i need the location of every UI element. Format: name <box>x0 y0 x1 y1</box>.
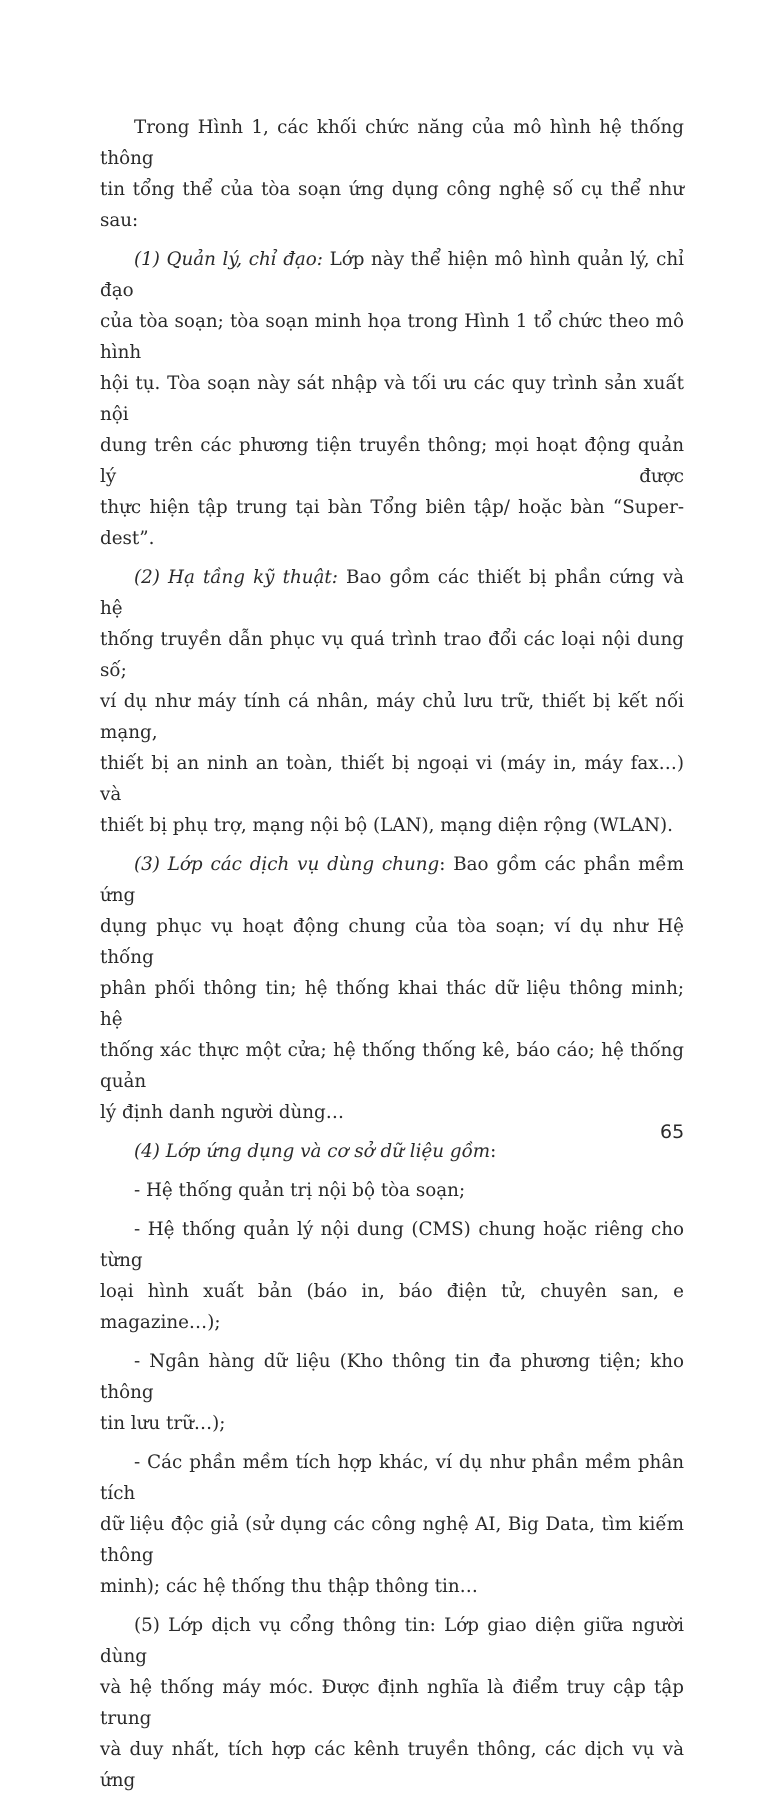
text-line: hội tụ. Tòa soạn này sát nhập và tối ưu các quy trình sản xuất nội <box>100 373 684 425</box>
paragraph-shared-services <box>100 849 684 1128</box>
section-label-shared-services: (3) Lớp các dịch vụ dùng chung <box>134 854 440 875</box>
list-item <box>100 1447 684 1602</box>
text-line: tin tổng thể của tòa soạn ứng dụng công nghệ số cụ thể như sau: <box>100 179 684 231</box>
text-line: (3) Lớp các dịch vụ dùng chung: Bao gồm các phần mềm ứng <box>100 854 684 906</box>
text-line: (5) Lớp dịch vụ cổng thông tin: Lớp giao diện giữa người dùng <box>100 1615 684 1667</box>
page-body <box>100 112 684 1804</box>
text-line: và duy nhất, tích hợp các kênh truyền thông, các dịch vụ và ứng <box>100 1739 684 1791</box>
text-line: (2) Hạ tầng kỹ thuật: Bao gồm các thiết bị phần cứng và hệ <box>100 567 684 619</box>
text-line: Trong Hình 1, các khối chức năng của mô hình hệ thống thông <box>100 117 684 169</box>
text-line: minh); các hệ thống thu thập thông tin… <box>100 1576 478 1597</box>
text-line: và hệ thống máy móc. Được định nghĩa là điểm truy cập tập trung <box>100 1677 684 1729</box>
text-line: - Hệ thống quản lý nội dung (CMS) chung hoặc riêng cho từng <box>100 1219 684 1271</box>
paragraph-infrastructure <box>100 562 684 841</box>
text-line: phân phối thông tin; hệ thống khai thác dữ liệu thông minh; hệ <box>100 978 684 1030</box>
paragraph-portal-services <box>100 1610 684 1796</box>
section-label-applications: (4) Lớp ứng dụng và cơ sở dữ liệu gồm <box>134 1141 491 1162</box>
text-line: tin lưu trữ…); <box>100 1413 226 1434</box>
text-line: thực hiện tập trung tại bàn Tổng biên tập/ hoặc bàn “Super-dest”. <box>100 497 684 549</box>
paragraph-intro <box>100 112 684 236</box>
text-line: dung trên các phương tiện truyền thông; mọi hoạt động quản lý được <box>100 435 684 487</box>
text-line: của tòa soạn; tòa soạn minh họa trong Hình 1 tổ chức theo mô hình <box>100 311 684 363</box>
section-label-infrastructure: (2) Hạ tầng kỹ thuật: <box>134 567 338 588</box>
section-label-management: (1) Quản lý, chỉ đạo: <box>134 249 323 270</box>
text-line: dữ liệu độc giả (sử dụng các công nghệ AI, Big Data, tìm kiếm thông <box>100 1514 684 1566</box>
list-item <box>100 1175 684 1206</box>
text-line: thiết bị phụ trợ, mạng nội bộ (LAN), mạng diện rộng (WLAN). <box>100 815 673 836</box>
text-line: loại hình xuất bản (báo in, báo điện tử, chuyên san, e magazine…); <box>100 1281 684 1333</box>
list-item <box>100 1346 684 1439</box>
text-line: - Các phần mềm tích hợp khác, ví dụ như phần mềm phân tích <box>100 1452 684 1504</box>
text-line: - Ngân hàng dữ liệu (Kho thông tin đa phương tiện; kho thông <box>100 1351 684 1403</box>
paragraph-applications-heading <box>100 1136 684 1167</box>
text-line: lý định danh người dùng… <box>100 1102 345 1123</box>
list-item <box>100 1214 684 1338</box>
text-line: dụng phục vụ hoạt động chung của tòa soạn; ví dụ như Hệ thống <box>100 916 684 968</box>
text-line: thống xác thực một cửa; hệ thống thống kê, báo cáo; hệ thống quản <box>100 1040 684 1092</box>
text-line: ví dụ như máy tính cá nhân, máy chủ lưu trữ, thiết bị kết nối mạng, <box>100 691 684 743</box>
page-number: 65 <box>660 1121 685 1143</box>
text-line: (1) Quản lý, chỉ đạo: Lớp này thể hiện mô hình quản lý, chỉ đạo <box>100 249 684 301</box>
paragraph-management <box>100 244 684 554</box>
text-line: (4) Lớp ứng dụng và cơ sở dữ liệu gồm: <box>134 1141 497 1162</box>
text-line: thiết bị an ninh an toàn, thiết bị ngoại vi (máy in, máy fax…) và <box>100 753 684 805</box>
text-line: thống truyền dẫn phục vụ quá trình trao đổi các loại nội dung số; <box>100 629 684 681</box>
text-line: - Hệ thống quản trị nội bộ tòa soạn; <box>134 1180 466 1201</box>
